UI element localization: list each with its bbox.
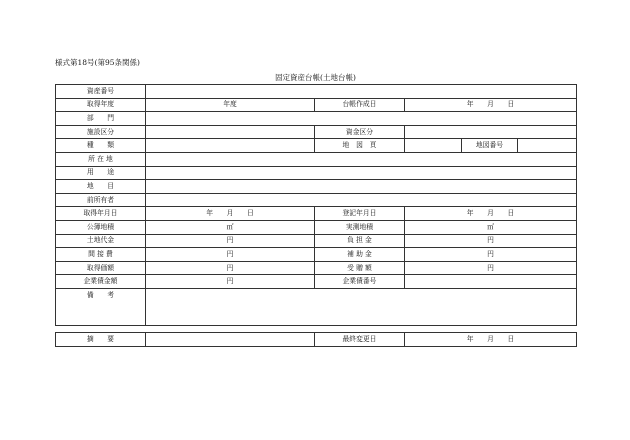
label-ledger-created: 台帳作成日: [315, 98, 405, 112]
label-map-page: 地 図 頁: [315, 139, 405, 153]
field-location[interactable]: [146, 152, 577, 166]
row-acquisition-date: [56, 207, 577, 221]
field-previous-owner[interactable]: [146, 193, 577, 207]
label-use: 用 途: [56, 166, 146, 180]
field-bond-amount[interactable]: 円: [146, 275, 315, 289]
label-land-category: 地 目: [56, 180, 146, 194]
field-acquisition-date[interactable]: 年 月 日: [146, 207, 315, 221]
label-land-price: 土地代金: [56, 234, 146, 248]
label-acquisition-year: 取得年度: [56, 98, 146, 112]
field-facility-class[interactable]: [146, 125, 315, 139]
label-summary: 摘 要: [56, 332, 146, 346]
label-location: 所 在 地: [56, 152, 146, 166]
field-fund-class[interactable]: [405, 125, 577, 139]
row-remarks: [56, 288, 577, 325]
label-bond-number: 企業債番号: [315, 275, 405, 289]
field-use[interactable]: [146, 166, 577, 180]
field-last-modified[interactable]: 年 月 日: [405, 332, 577, 346]
row-type: [56, 139, 577, 153]
label-indirect-cost: 間 接 費: [56, 248, 146, 262]
form-number: 様式第18号(第95条関係): [55, 58, 140, 67]
label-burden-amount: 負 担 金: [315, 234, 405, 248]
label-donation-amount: 受 贈 額: [315, 261, 405, 275]
field-department[interactable]: [146, 112, 577, 126]
row-acquisition-year: [56, 98, 577, 112]
field-land-price[interactable]: 円: [146, 234, 315, 248]
label-previous-owner: 前所有者: [56, 193, 146, 207]
label-surveyed-area: 実測地積: [315, 220, 405, 234]
row-summary: [56, 332, 577, 346]
label-asset-number: 資産番号: [56, 85, 146, 99]
field-acquisition-year[interactable]: 年度: [146, 98, 315, 112]
label-bond-amount: 企業債金額: [56, 275, 146, 289]
field-acquisition-price[interactable]: 円: [146, 261, 315, 275]
field-surveyed-area[interactable]: ㎡: [405, 220, 577, 234]
label-fund-class: 資金区分: [315, 125, 405, 139]
row-facility-class: [56, 125, 577, 139]
form-title: 固定資産台帳(土地台帳): [275, 73, 356, 82]
row-bond-amount: [56, 275, 577, 289]
field-summary[interactable]: [146, 332, 315, 346]
table-divider: [56, 325, 577, 332]
row-spacer: [56, 325, 577, 332]
field-bond-number[interactable]: [405, 275, 577, 289]
label-map-number: 地図番号: [462, 139, 518, 153]
field-subsidy[interactable]: 円: [405, 248, 577, 262]
field-indirect-cost[interactable]: 円: [146, 248, 315, 262]
row-acquisition-price: [56, 261, 577, 275]
label-registration-date: 登記年月日: [315, 207, 405, 221]
row-land-category: [56, 180, 577, 194]
row-land-price: [56, 234, 577, 248]
row-indirect-cost: [56, 248, 577, 262]
label-department: 部 門: [56, 112, 146, 126]
land-ledger-table: [55, 84, 577, 347]
row-location: [56, 152, 577, 166]
row-department: [56, 112, 577, 126]
field-registration-date[interactable]: 年 月 日: [405, 207, 577, 221]
row-previous-owner: [56, 193, 577, 207]
label-subsidy: 補 助 金: [315, 248, 405, 262]
field-map-page[interactable]: [405, 139, 462, 153]
field-map-number[interactable]: [518, 139, 577, 153]
field-remarks[interactable]: [146, 288, 577, 325]
row-use: [56, 166, 577, 180]
label-acquisition-price: 取得価額: [56, 261, 146, 275]
field-type[interactable]: [146, 139, 315, 153]
field-donation-amount[interactable]: 円: [405, 261, 577, 275]
row-asset-number: [56, 85, 577, 99]
label-remarks: 備 考: [56, 288, 146, 325]
row-registered-area: [56, 220, 577, 234]
label-type: 種 類: [56, 139, 146, 153]
field-ledger-created[interactable]: 年 月 日: [405, 98, 577, 112]
field-asset-number[interactable]: [146, 85, 577, 99]
label-last-modified: 最終変更日: [315, 332, 405, 346]
field-registered-area[interactable]: ㎡: [146, 220, 315, 234]
field-land-category[interactable]: [146, 180, 577, 194]
label-registered-area: 公簿地積: [56, 220, 146, 234]
label-facility-class: 施設区分: [56, 125, 146, 139]
label-acquisition-date: 取得年月日: [56, 207, 146, 221]
field-burden-amount[interactable]: 円: [405, 234, 577, 248]
